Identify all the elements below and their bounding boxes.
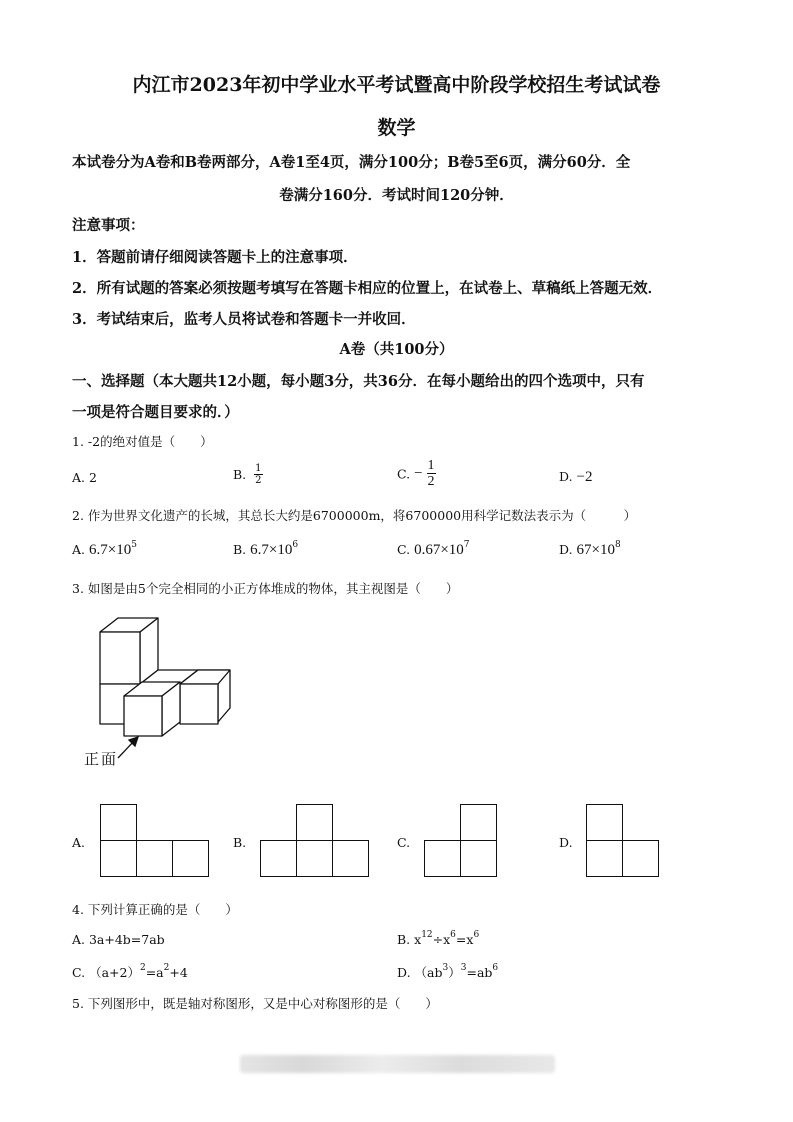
minus-sign: −: [414, 465, 423, 482]
q1-option-c-label: C.: [397, 466, 411, 482]
blurred-footer-watermark: [240, 1055, 555, 1073]
q3-option-c-label: C.: [397, 835, 411, 850]
cube-front-face: [180, 684, 218, 724]
question-1-stem: 1. -2的绝对值是（ ）: [72, 434, 213, 449]
intro-line-2: 卷满分160分．考试时间120分钟．: [279, 187, 514, 204]
square-cell: [136, 840, 173, 877]
q4-option-c: [72, 963, 188, 981]
square-cell: [260, 840, 297, 877]
q1-option-d: [559, 469, 593, 486]
exponent: 12: [421, 930, 433, 940]
q3-option-b-label: B.: [233, 835, 247, 850]
notice-heading: 注意事项：: [72, 217, 145, 234]
exponent: 6: [473, 930, 480, 940]
square-cell: [296, 804, 333, 841]
q2-option-a: [72, 542, 137, 559]
subject-title: 数学: [377, 117, 416, 139]
part1-heading-line-1: 一、选择题（本大题共12小题，每小题3分，共36分．在每小题给出的四个选项中，只有: [72, 373, 645, 390]
q1-option-b-label: B.: [233, 467, 247, 482]
expr-part: =ab: [466, 965, 493, 980]
square-cell: [424, 840, 461, 877]
exponent: 3: [442, 963, 449, 973]
expr-part: B. x: [397, 932, 422, 947]
q3-option-d-label: D.: [559, 835, 573, 850]
q1-option-b-fraction: [254, 463, 262, 486]
exponent: 6: [450, 930, 456, 940]
exponent: 5: [131, 540, 137, 550]
expr-part: ）: [448, 965, 461, 980]
expr-part: =x: [455, 932, 474, 947]
square-cell: [460, 804, 497, 841]
q4-option-b: [397, 932, 479, 947]
exponent: 6: [292, 540, 299, 550]
option-value: 67×10: [576, 542, 616, 558]
option-value: 6.7×10: [250, 542, 293, 558]
q1-option-d-label: D.: [559, 469, 573, 484]
fraction-numerator: 1: [255, 463, 262, 474]
square-cell: [586, 804, 623, 841]
q2-option-b: [233, 542, 298, 559]
q1-option-a: A. 2: [72, 470, 97, 485]
section-a-heading: A卷（共100分）: [339, 341, 454, 358]
notice-item: 3．考试结束后，监考人员将试卷和答题卡一并收回．: [72, 311, 416, 328]
exponent: 6: [492, 963, 499, 973]
exponent: 8: [615, 540, 621, 550]
square-cell: [296, 840, 333, 877]
option-value: 6.7×10: [89, 542, 132, 558]
expr-part: =a: [145, 965, 164, 980]
q2-option-c: [397, 542, 470, 559]
question-4-stem: 4. 下列计算正确的是（ ）: [72, 902, 238, 917]
notice-item: 2．所有试题的答案必须按题考填写在答题卡相应的位置上，在试卷上、草稿纸上答题无效．: [72, 280, 663, 297]
square-cell: [332, 840, 369, 877]
q1-option-c-fraction: [427, 458, 436, 490]
option-label: A.: [72, 542, 86, 557]
question-5-stem: 5. 下列图形中，既是轴对称图形，又是中心对称图形的是（ ）: [72, 996, 438, 1011]
q4-option-d: [397, 963, 498, 981]
exponent: 3: [460, 963, 467, 973]
option-label: D.: [559, 542, 573, 557]
square-cell: [586, 840, 623, 877]
exponent: 2: [139, 963, 146, 973]
q1-option-c: [397, 458, 436, 490]
q1-option-d-value: −2: [576, 469, 593, 485]
q1-option-b: [233, 463, 263, 486]
expr-part: +4: [169, 965, 188, 980]
part1-heading-line-2: 一项是符合题目要求的．）: [72, 404, 239, 421]
cube-front-face: [100, 632, 140, 684]
front-view-label: 正面: [84, 750, 119, 768]
intro-line-1: 本试卷分为A卷和B卷两部分，A卷1至4页，满分100分；B卷5至6页，满分60分．全: [72, 154, 631, 171]
option-label: C.: [397, 542, 411, 557]
expr-part: C. （a+2）: [72, 965, 140, 980]
square-cell: [100, 840, 137, 877]
fraction-numerator: 1: [427, 458, 435, 473]
fraction-denominator: 2: [255, 475, 262, 486]
square-cell: [460, 840, 497, 877]
option-value: 0.67×10: [414, 542, 464, 558]
cube-front-face: [124, 696, 162, 736]
fraction-denominator: 2: [427, 474, 435, 490]
expr-part: D. （ab: [397, 965, 443, 980]
square-cell: [172, 840, 209, 877]
q3-option-a-label: A.: [72, 835, 86, 850]
question-2-stem: 2. 作为世界文化遗产的长城，其总长大约是6700000m，将6700000用科学记数法表示为（ ）: [72, 508, 637, 523]
notice-item: 1．答题前请仔细阅读答题卡上的注意事项．: [72, 249, 358, 266]
q2-option-d: [559, 542, 621, 559]
expr-part: ÷x: [432, 932, 451, 947]
exam-title: 内江市2023年初中学业水平考试暨高中阶段学校招生考试试卷: [132, 74, 661, 96]
q4-option-a: A. 3a+4b=7ab: [72, 932, 165, 947]
exponent: 2: [163, 963, 170, 973]
exponent: 7: [463, 540, 470, 550]
square-cell: [100, 804, 137, 841]
square-cell: [622, 840, 659, 877]
question-3-stem: 3. 如图是由5个完全相同的小正方体堆成的物体，其主视图是（ ）: [72, 581, 459, 596]
option-label: B.: [233, 542, 247, 557]
